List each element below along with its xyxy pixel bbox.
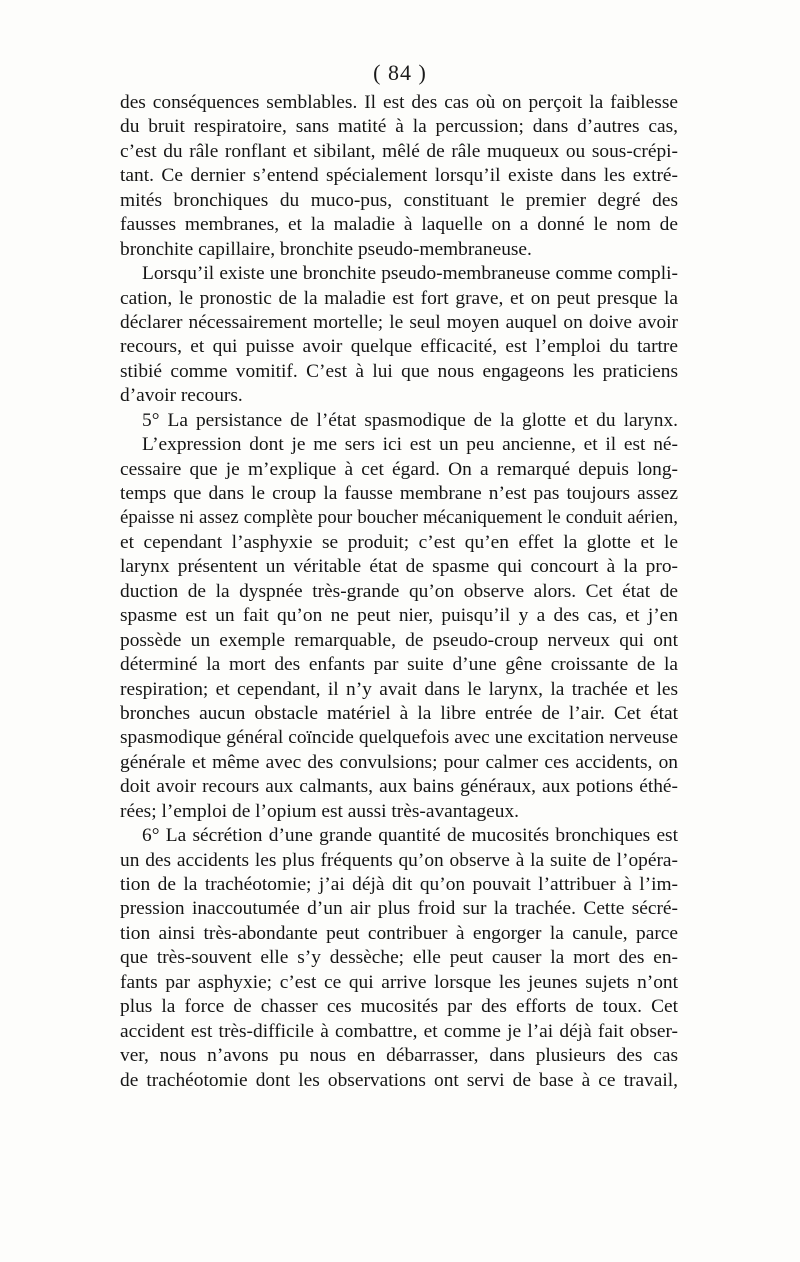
text-line: bronches aucun obstacle matériel à la libre entrée de l’air. Cet état — [120, 702, 678, 724]
text-line: déterminé la mort des enfants par suite d’une gêne croissante de la — [120, 654, 678, 676]
text-line: mités bronchiques du muco-pus, constituant le premier degré des — [120, 189, 678, 211]
text-line: spasmodique général coïncide quelquefois avec une excitation nerveuse — [120, 727, 678, 749]
text-line: 6° La sécrétion d’une grande quantité de mucosités bronchiques est — [142, 825, 678, 847]
text-line: possède un exemple remarquable, de pseudo-croup nerveux qui ont — [120, 629, 678, 651]
text-line: Lorsqu’il existe une bronchite pseudo-membraneuse comme compli- — [142, 263, 678, 285]
text-line: pression inaccoutumée d’un air plus froid sur la trachée. Cette sécré- — [120, 898, 678, 920]
text-line: spasme est un fait qu’on ne peut nier, puisqu’il y a des cas, et j’en — [120, 605, 678, 627]
text-line: tion de la trachéotomie; j’ai déjà dit qu’on pouvait l’attribuer à l’im- — [120, 874, 678, 895]
text-line: duction de la dyspnée très-grande qu’on observe alors. Cet état de — [120, 580, 678, 602]
text-line: que très-souvent elle s’y dessèche; elle peut causer la mort des en- — [120, 947, 678, 969]
body-text — [120, 91, 678, 1093]
text-line: temps que dans le croup la fausse membrane n’est pas toujours assez — [120, 483, 678, 504]
text-line: fausses membranes, et la maladie à laquelle on a donné le nom de — [120, 214, 678, 236]
text-line: déclarer nécessairement mortelle; le seul moyen auquel on doive avoir — [120, 311, 678, 333]
text-line: épaisse ni assez complète pour boucher mécaniquement le conduit aérien, — [120, 507, 678, 529]
text-line: stibié comme vomitif. C’est à lui que nous engageons les praticiens — [120, 360, 678, 382]
text-line: générale et même avec des convulsions; pour calmer ces accidents, on — [120, 751, 678, 773]
text-line: bronchite capillaire, bronchite pseudo-membraneuse. — [120, 238, 532, 260]
text-line: tion ainsi très-abondante peut contribuer à engorger la canule, parce — [120, 922, 678, 944]
text-line: des conséquences semblables. Il est des cas où on perçoit la faiblesse — [120, 92, 678, 113]
text-line: accident est très-difficile à combattre, et comme je l’ai déjà fait obser- — [120, 1020, 678, 1042]
text-line: 5° La persistance de l’état spasmodique de la glotte et du larynx. — [142, 409, 678, 431]
text-line: un des accidents les plus fréquents qu’on observe à la suite de l’opéra- — [120, 849, 678, 871]
text-line: doit avoir recours aux calmants, aux bains généraux, aux potions éthé- — [120, 776, 678, 798]
page-number: ( 84 ) — [373, 60, 427, 85]
text-line: cessaire que je m’explique à cet égard. On a remarqué depuis long- — [120, 458, 678, 480]
text-line: ver, nous n’avons pu nous en débarrasser, dans plusieurs des cas — [120, 1045, 678, 1067]
text-line: recours, et qui puisse avoir quelque efficacité, est l’emploi du tartre — [120, 336, 678, 358]
text-line: c’est du râle ronflant et sibilant, mêlé de râle muqueux ou sous-crépi- — [120, 140, 678, 162]
text-line: d’avoir recours. — [120, 385, 243, 407]
text-line: fants par asphyxie; c’est ce qui arrive lorsque les jeunes sujets n’ont — [120, 971, 678, 993]
text-line: du bruit respiratoire, sans matité à la percussion; dans d’autres cas, — [120, 116, 678, 138]
text-line: L’expression dont je me sers ici est un peu ancienne, et il est né- — [142, 434, 678, 456]
text-line: cation, le pronostic de la maladie est fort grave, et on peut presque la — [120, 287, 678, 309]
text-line: plus la force de chasser ces mucosités par des efforts de toux. Cet — [120, 996, 678, 1018]
text-line: respiration; et cependant, il n’y avait dans le larynx, la trachée et les — [120, 678, 678, 700]
text-line: larynx présentent un véritable état de spasme qui concourt à la pro- — [120, 556, 678, 578]
text-line: et cependant l’asphyxie se produit; c’est qu’en effet la glotte et le — [120, 531, 678, 553]
text-line: rées; l’emploi de l’opium est aussi très-avantageux. — [120, 800, 520, 822]
text-line: de trachéotomie dont les observations ont servi de base à ce travail, — [120, 1069, 678, 1091]
text-line: tant. Ce dernier s’entend spécialement lorsqu’il existe dans les extré- — [120, 165, 678, 187]
